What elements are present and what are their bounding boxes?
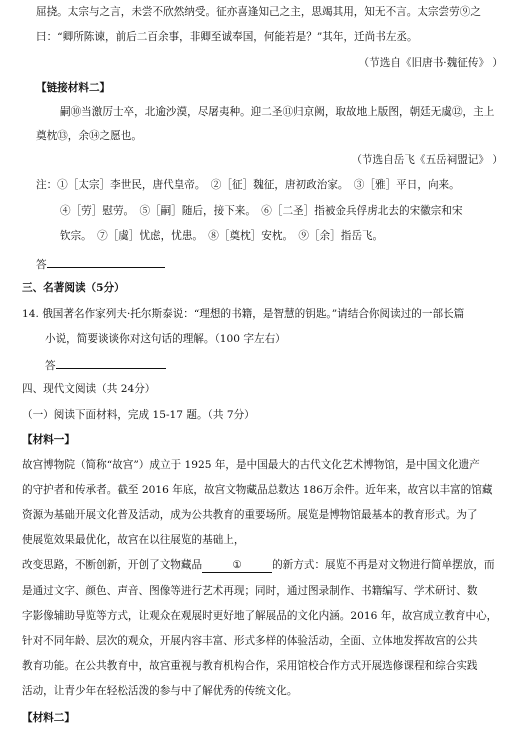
answer-line bbox=[36, 256, 165, 272]
material-heading: 【材料二】 bbox=[22, 712, 75, 724]
paragraph-line: 教育功能。在公共教育中，故宫重视与教育机构合作，采用馆校合作方式开展选修课程和综合实践 bbox=[22, 660, 478, 672]
fill-blank-1[interactable]: ① bbox=[202, 558, 272, 573]
paragraph-text: 的新方式：展览不再是对文物进行简单摆放，而 bbox=[272, 559, 495, 571]
paragraph-line: 针对不同年龄、层次的观众，开展内容丰富、形式多样的体验活动，全面、立体地发挥故宫的公共 bbox=[22, 635, 478, 647]
paragraph-line: 是通过文字、颜色、声音、图像等进行艺术再现；同时，通过图录制作、书籍编写、学术研讨、数 bbox=[22, 585, 478, 597]
part-instruction: （一）阅读下面材料，完成 15-17 题。（共 7分） bbox=[22, 409, 255, 421]
question-text: 14. 俄国著名作家列夫·托尔斯泰说：“理想的书籍，是智慧的钥匙。”请结合你阅读过的一部长篇 bbox=[22, 308, 465, 320]
paragraph-line: 使展览效果最优化，故宫在以往展览的基础上， bbox=[22, 534, 245, 546]
notes-line: ④［劳］慰劳。 ⑤［嗣］随后，接下来。 ⑥［二圣］指被金兵俘虏北去的宋徽宗和宋 bbox=[60, 205, 463, 217]
material-heading: 【材料一】 bbox=[22, 434, 75, 446]
answer-blank[interactable] bbox=[47, 256, 165, 268]
notes-line: 注：①［太宗］李世民，唐代皇帝。 ②［征］魏征，唐初政治家。 ③［雅］平日，向来。 bbox=[36, 179, 460, 191]
answer-line bbox=[45, 357, 166, 373]
section-heading: 三、名著阅读（5分） bbox=[22, 282, 125, 294]
source-citation: （节选自《旧唐书·魏征传》 ） bbox=[358, 57, 503, 69]
classical-text-line: 曰：“卿所陈谏，前后二百余事，非卿至诚奉国，何能若是？”其年，迁尚书左丞。 bbox=[36, 31, 418, 43]
paragraph-line bbox=[22, 558, 495, 573]
paragraph-line: 资源为基础开展文化普及活动，成为公共教育的重要场所。展览是博物馆最基本的教育形式。为了 bbox=[22, 509, 478, 521]
question-text: 小说，简要谈谈你对这句话的理解。（100 字左右） bbox=[45, 333, 286, 345]
paragraph-line: 的守护者和传承者。截至 2016 年底，故宫文物藏品总数达 186万余件。近年来，故宫以丰富的馆藏 bbox=[22, 484, 493, 496]
paragraph-text: 改变思路，不断创新，开创了文物藏品 bbox=[22, 559, 203, 571]
answer-label: 答 bbox=[36, 259, 47, 271]
link-material-heading: 【链接材料二】 bbox=[36, 82, 111, 94]
classical-text-line: 屈挠。太宗与之言，未尝不欣然纳受。征亦喜逢知己之主，思竭其用，知无不言。太宗尝劳⑨之 bbox=[36, 6, 481, 18]
paragraph-line: 字影像辅助导览等方式，让观众在观展时更好地了解展品的文化内涵。2016 年，故宫成立教育中心， bbox=[22, 610, 498, 622]
classical-text-line: 奠枕⑬，余⑭之愿也。 bbox=[36, 130, 142, 142]
notes-line: 钦宗。 ⑦［虞］忧虑，忧患。 ⑧［奠枕］安枕。 ⑨［余］指岳飞。 bbox=[60, 230, 384, 242]
source-citation: （节选自岳飞《五岳祠盟记》 ） bbox=[351, 154, 503, 166]
paragraph-line: 故宫博物院（简称“故宫”）成立于 1925 年，是中国最大的古代文化艺术博物馆，是中国文化遗产 bbox=[22, 459, 480, 471]
answer-blank[interactable] bbox=[56, 357, 166, 369]
answer-label: 答 bbox=[45, 360, 56, 372]
paragraph-line: 活动，让青少年在轻松活泼的参与中了解优秀的传统文化。 bbox=[22, 685, 298, 697]
section-heading: 四、现代文阅读（共 24分） bbox=[22, 383, 156, 395]
classical-text-line: 嗣⑩当激厉士卒，北逾沙漠，尽屠夷种。迎二圣⑪归京阙，取故地上版图，朝廷无虞⑫，主上 bbox=[60, 106, 495, 118]
